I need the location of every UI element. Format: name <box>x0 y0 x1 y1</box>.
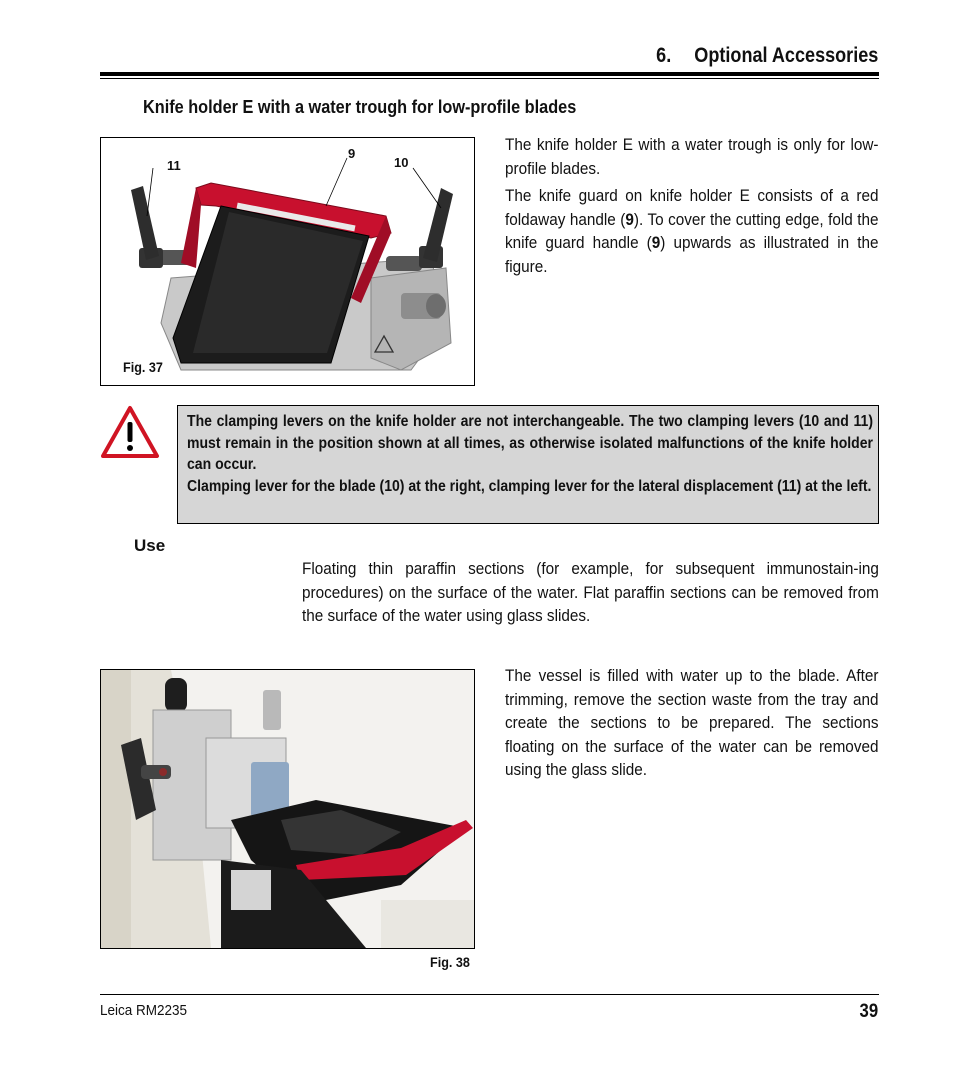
callout-10: 10 <box>394 155 409 170</box>
section-heading: Knife holder E with a water trough for low-profile blades <box>143 96 577 117</box>
footer-rule <box>100 994 879 995</box>
description-text <box>505 133 879 282</box>
footer-product: Leica RM2235 <box>100 1002 188 1019</box>
description-p2-after: ) upwards as illustrated in the figure. <box>505 233 879 276</box>
figure-37 <box>100 137 475 386</box>
use-paragraph: Floating thin paraffin sections (for example, for subsequent immunostain-ing procedures) on the surface of the water. Flat paraffin sections can be removed from the surface of the water using glass slides. <box>302 559 879 625</box>
header-rule-thin <box>100 78 879 79</box>
callout-9: 9 <box>348 146 356 161</box>
warning-text <box>187 411 873 497</box>
warning-line-1: The clamping levers on the knife holder are not interchangeable. The two clamping levers (10 and 11) must remain in the position shown at all times, as otherwise isolated malfunctions of the knife holder can occur. <box>187 413 873 473</box>
description-p2-before: The knife guard on knife holder E consists of a red foldaway handle ( <box>505 186 879 229</box>
description-ref-9b: 9 <box>651 233 661 252</box>
description-paragraph-1: The knife holder E with a water trough is only for low-profile blades. <box>505 135 879 178</box>
figure-38-caption: Fig. 38 <box>430 954 470 970</box>
microtome-photo-illustration <box>101 670 474 948</box>
description-paragraph-2 <box>505 184 879 278</box>
use-text <box>302 557 879 632</box>
warning-triangle-icon <box>99 404 161 460</box>
description-p2-middle: ). To cover the cutting edge, fold the knife guard handle ( <box>505 209 879 252</box>
vessel-text <box>505 664 879 786</box>
description-ref-9: 9 <box>625 209 634 229</box>
callout-11: 11 <box>167 158 181 173</box>
page-number: 39 <box>859 1001 878 1022</box>
figure-38 <box>100 669 475 949</box>
header-rule-thick <box>100 72 879 76</box>
warning-line-2: Clamping lever for the blade (10) at the right, clamping lever for the lateral displacement (11) at the left. <box>187 477 872 495</box>
vessel-paragraph: The vessel is filled with water up to the blade. After trimming, remove the section waste from the tray and create the sections to be prepared. The sections floating on the surface of the water can be removed using the glass slide. <box>505 666 879 779</box>
figure-37-caption: Fig. 37 <box>123 359 163 375</box>
knife-holder-illustration <box>101 138 474 385</box>
use-label: Use <box>134 536 166 555</box>
chapter-title: 6. Optional Accessories <box>655 44 878 67</box>
warning-box <box>177 405 879 524</box>
